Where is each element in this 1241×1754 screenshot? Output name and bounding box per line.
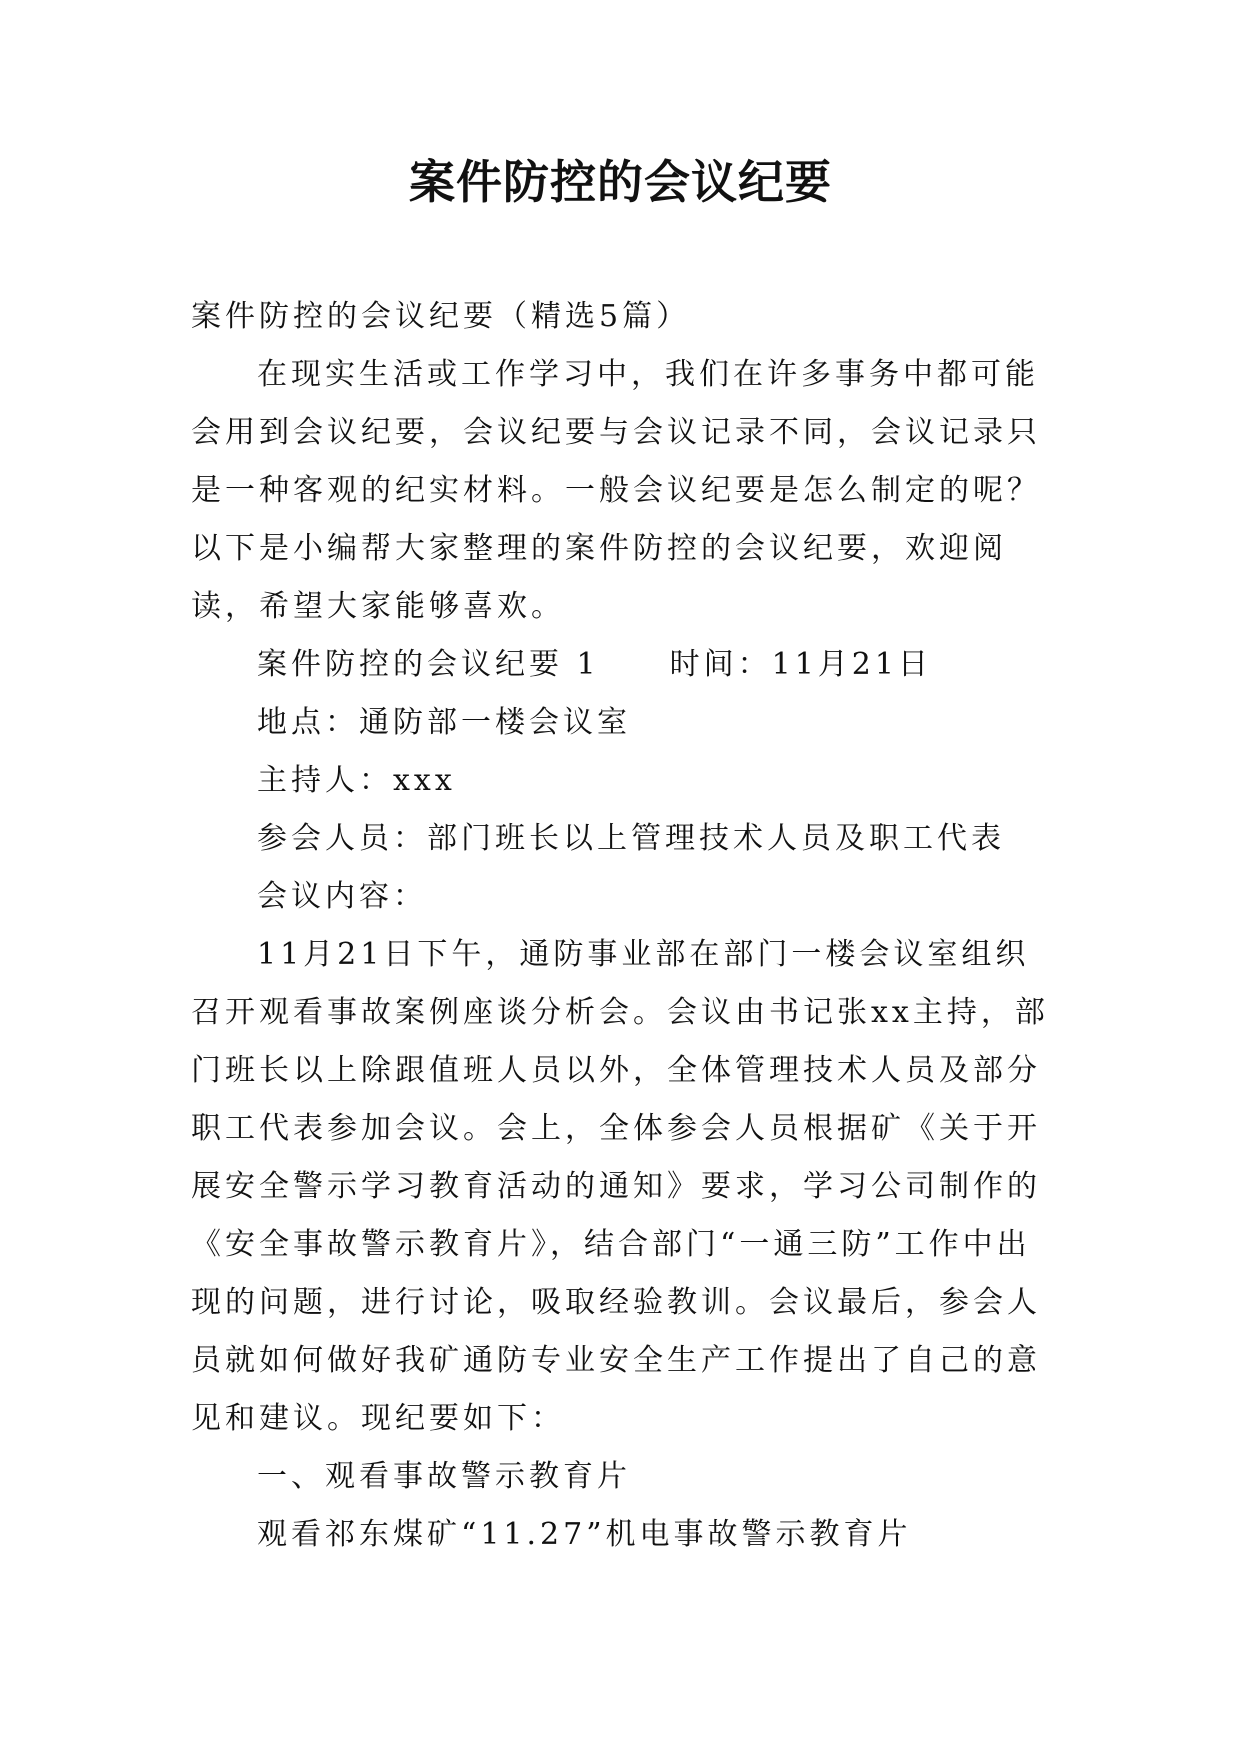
point-heading: 一、观看事故警示教育片: [257, 1459, 631, 1494]
meeting-content-paragraph: 11月21日下午，通防事业部在部门一楼会议室组织召开观看事故案例座谈分析会。会议由书记张xx主持，部门班长以上除跟值班人员以外，全体管理技术人员及部分职工代表参加会议。会上，全体参会人员根据矿《关于开展安全警示学习教育活动的通知》要求，学习公司制作的《安全事故警示教育片》，结合部门“一通三防”工作中出现的问题，进行讨论，吸取经验教训。会议最后，参会人员就如何做好我矿通防专业安全生产工作提出了自己的意见和建议。现纪要如下：: [191, 937, 1049, 1436]
point-text: 观看祁东煤矿“11.27”机电事故警示教育片: [257, 1517, 912, 1552]
document-title: 案件防控的会议纪要: [409, 155, 832, 209]
meeting-location: 地点：通防部一楼会议室: [257, 705, 631, 740]
section-heading: 案件防控的会议纪要 1: [257, 647, 600, 682]
meeting-content-label: 会议内容：: [257, 879, 427, 914]
intro-paragraph: 在现实生活或工作学习中，我们在许多事务中都可能会用到会议纪要，会议纪要与会议记录不同，会议记录只是一种客观的纪实材料。一般会议纪要是怎么制定的呢？以下是小编帮大家整理的案件防控的会议纪要，欢迎阅读，希望大家能够喜欢。: [191, 357, 1041, 624]
document-subtitle: 案件防控的会议纪要（精选5篇）: [191, 299, 691, 334]
meeting-host: 主持人：xxx: [257, 763, 456, 798]
meeting-time: 时间：11月21日: [669, 647, 932, 682]
meeting-attendees: 参会人员：部门班长以上管理技术人员及职工代表: [257, 821, 1005, 856]
document-body: [191, 288, 1051, 1564]
section-heading-line: [191, 636, 1051, 694]
